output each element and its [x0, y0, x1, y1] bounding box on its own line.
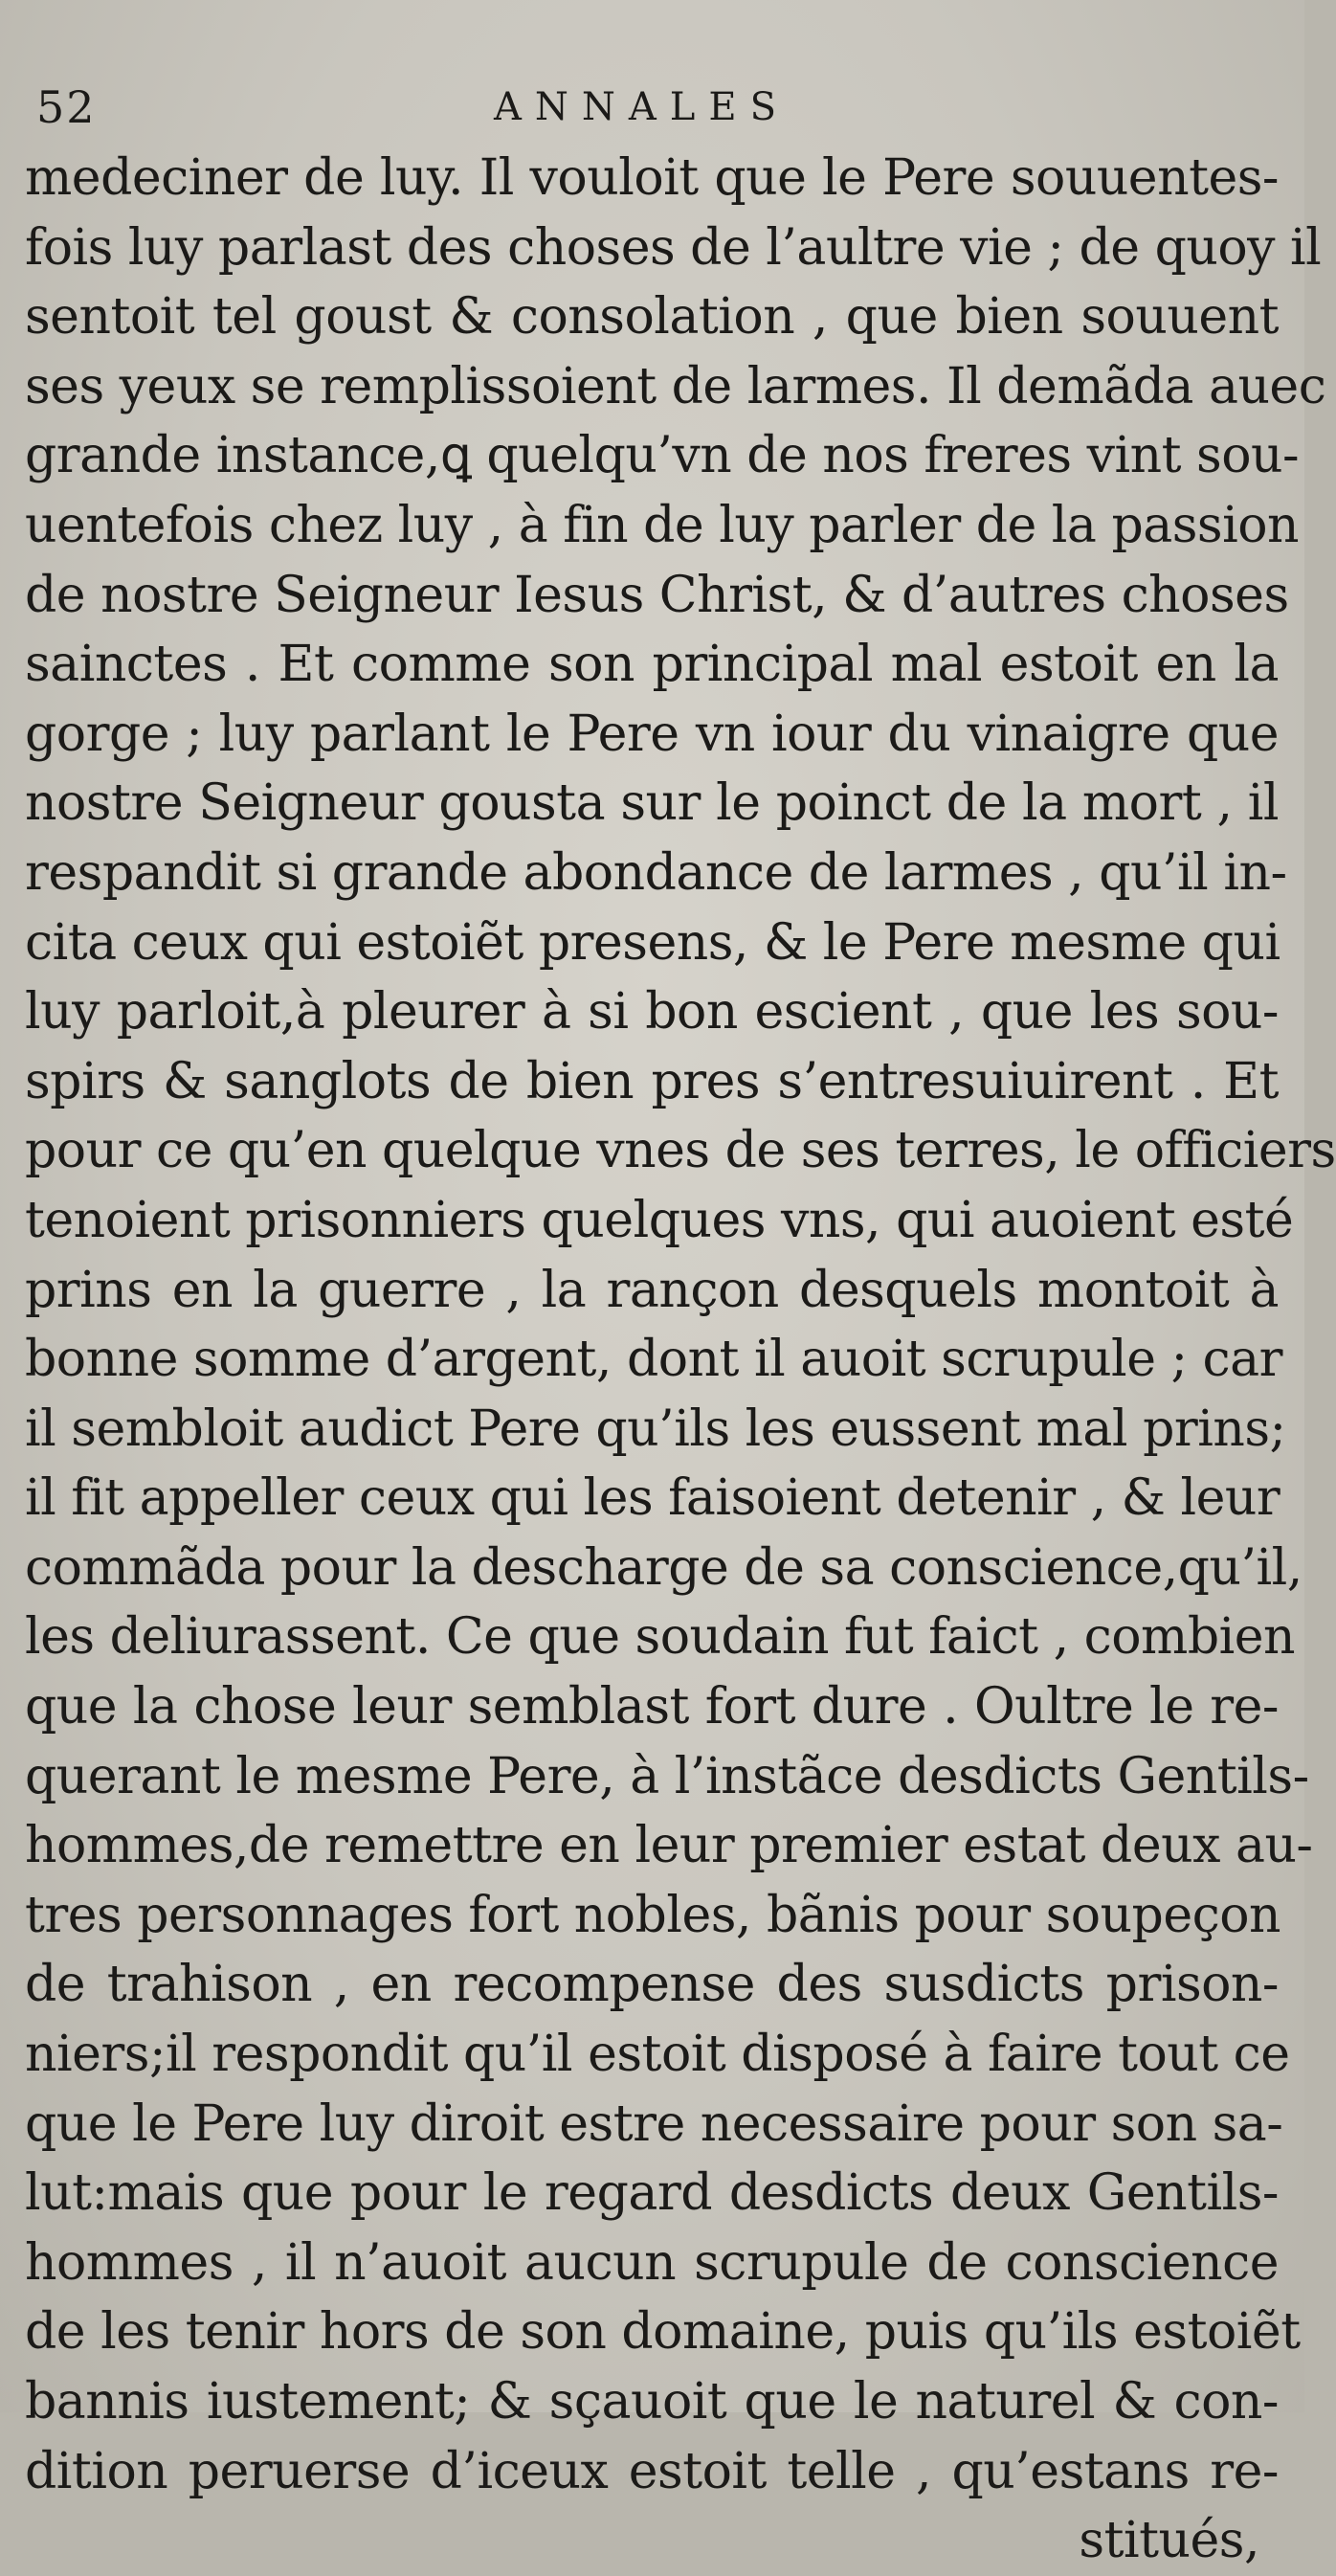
- text-line: de nostre Seigneur Iesus Christ, & d’autres choses: [25, 566, 1289, 624]
- text-line: spirs & sanglots de bien pres s’entresuiuirent . Et: [25, 1052, 1279, 1110]
- text-line: de trahison , en recompense des susdicts prison-: [25, 1956, 1279, 2014]
- text-line: respandit si grande abondance de larmes , qu’il in-: [25, 843, 1287, 902]
- text-line: medeciner de luy. Il vouloit que le Pere souuentes-: [25, 149, 1279, 207]
- text-line: il sembloit audict Pere qu’ils les eussent mal prins;: [25, 1400, 1286, 1458]
- text-line: commãda pour la descharge de sa conscience,qu’il,: [25, 1538, 1303, 1597]
- page-header: [36, 78, 1247, 136]
- text-line: querant le mesme Pere, à l’instãce desdicts Gentils-: [25, 1747, 1309, 1805]
- text-line: tres personnages fort nobles, bãnis pour soupeçon: [25, 1886, 1281, 1944]
- page-number: 52: [36, 81, 97, 133]
- text-line: uentefois chez luy , à fin de luy parler de la passion: [25, 496, 1300, 554]
- text-line: niers;il respondit qu’il estoit disposé à faire tout ce: [25, 2026, 1290, 2084]
- text-line: hommes , il n’auoit aucun scrupule de conscience: [25, 2233, 1279, 2292]
- text-line: prins en la guerre , la rançon desquels montoit à: [25, 1261, 1279, 1319]
- text-line: les deliurassent. Ce que soudain fut faict , combien: [25, 1608, 1296, 1667]
- text-line: bannis iustement; & sçauoit que le naturel & con-: [25, 2373, 1279, 2430]
- text-line: bonne somme d’argent, dont il auoit scrupule ; car: [25, 1331, 1283, 1389]
- running-head: ANNALES: [494, 85, 790, 129]
- text-line: que la chose leur semblast fort dure . Oultre le re-: [25, 1678, 1279, 1736]
- text-line: ses yeux se remplissoient de larmes. Il demãda auec: [25, 357, 1326, 415]
- text-line: lut:mais que pour le regard desdicts deux Gentils-: [25, 2164, 1279, 2223]
- text-line: dition peruerse d’iceux estoit telle , qu’estans re-: [25, 2442, 1279, 2500]
- text-line: de les tenir hors de son domaine, puis qu’ils estoiẽt: [25, 2303, 1301, 2362]
- text-line: hommes,de remettre en leur premier estat deux au-: [25, 1817, 1313, 1875]
- text-line: tenoient prisonniers quelques vns, qui auoient esté: [25, 1191, 1294, 1249]
- text-line: nostre Seigneur gousta sur le poinct de la mort , il: [25, 774, 1279, 833]
- text-line: il fit appeller ceux qui les faisoient detenir , & leur: [25, 1469, 1280, 1528]
- text-line: que le Pere luy diroit estre necessaire pour son sa-: [25, 2094, 1283, 2153]
- text-line: luy parloit,à pleurer à si bon escient , que les sou-: [25, 983, 1279, 1042]
- text-line: cita ceux qui estoiẽt presens, & le Pere mesme qui: [25, 913, 1280, 972]
- text-line: sainctes . Et comme son principal mal estoit en la: [25, 636, 1279, 694]
- text-line: gorge ; luy parlant le Pere vn iour du vinaigre que: [25, 705, 1279, 763]
- catchword: stitués,: [1079, 2512, 1259, 2570]
- text-line: pour ce qu’en quelque vnes de ses terres, le officiers: [25, 1122, 1336, 1180]
- text-line: sentoit tel goust & consolation , que bien souuent: [25, 288, 1279, 347]
- body-text: [25, 144, 1336, 2576]
- text-line: fois luy parlast des choses de l’aultre vie ; de quoy il: [25, 218, 1322, 277]
- text-line: grande instance,ꝗ quelqu’vn de nos freres vint sou-: [25, 427, 1300, 485]
